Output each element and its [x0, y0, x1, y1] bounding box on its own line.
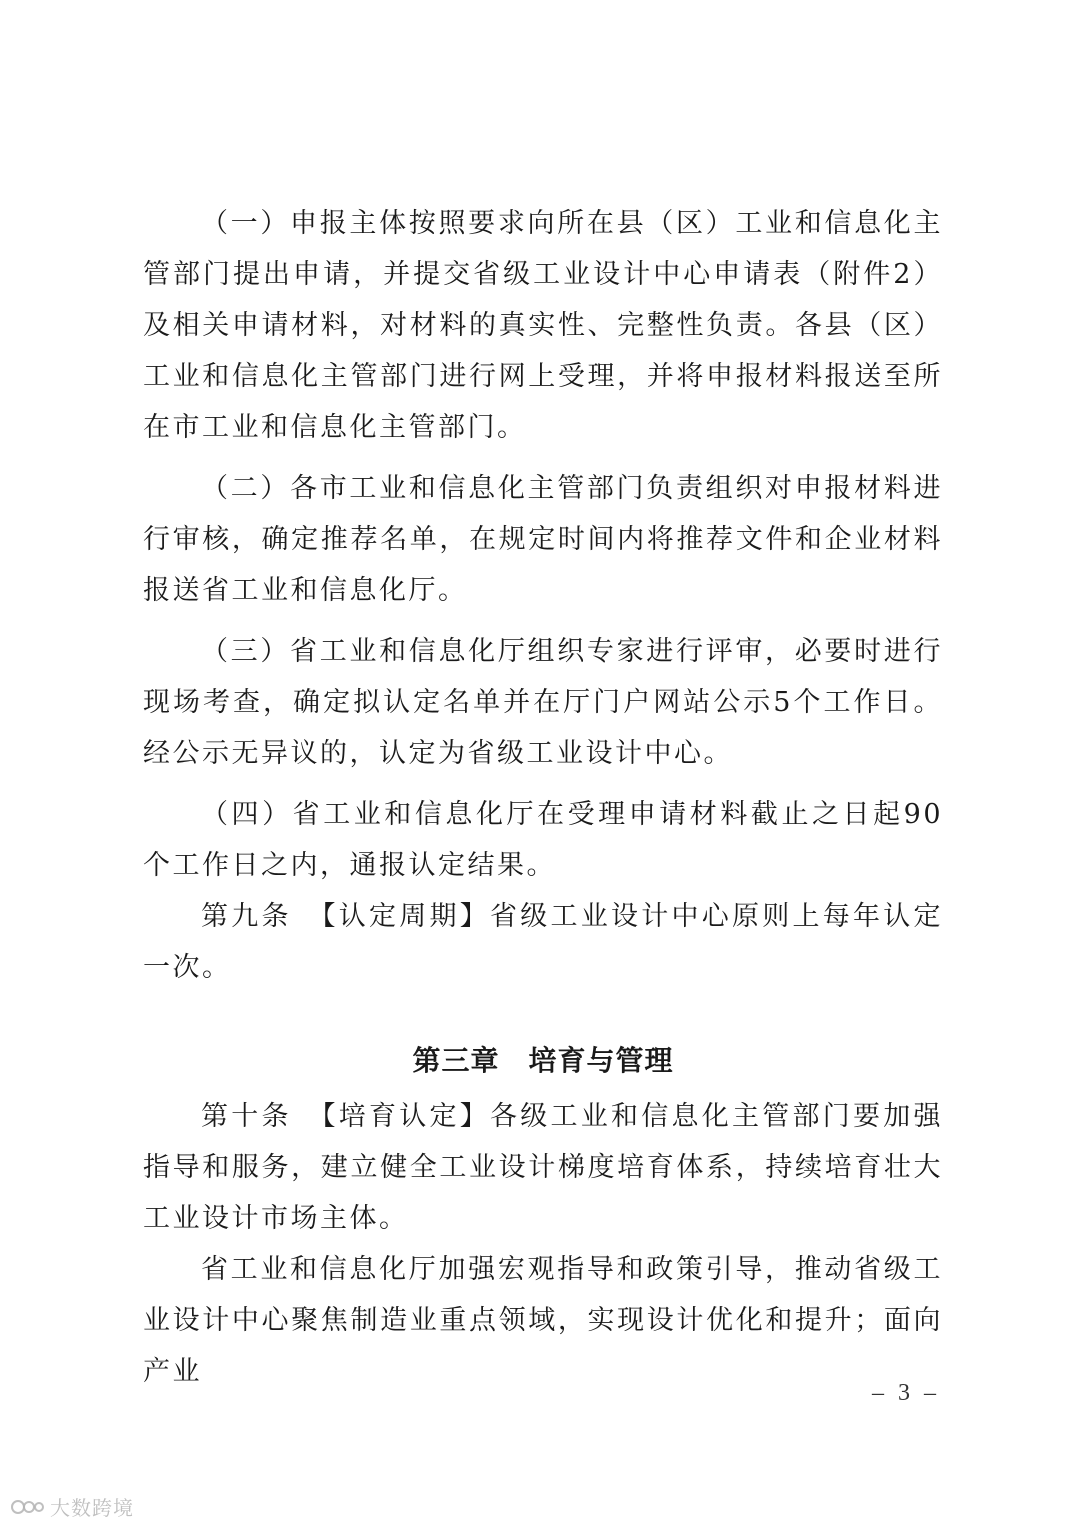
article-9-heading: 第九条 【认定周期】: [201, 901, 490, 932]
article-10-text: 各级工业和信息化主管部门要加强指导和服务，建立健全工业设计梯度培育体系，持续培育壮大工业设计市场主体。: [143, 1101, 943, 1234]
article-10-heading: 第十条 【培育认定】: [201, 1101, 490, 1132]
watermark-text: 大数跨境: [50, 1496, 134, 1520]
watermark-logo-icon: [10, 1498, 46, 1516]
watermark: [10, 1492, 134, 1521]
paragraph-1: （一）申报主体按照要求向所在县（区）工业和信息化主管部门提出申请，并提交省级工业设计中心申请表（附件2）及相关申请材料，对材料的真实性、完整性负责。各县（区）工业和信息化主管部门进行网上受理，并将申报材料报送至所在市工业和信息化主管部门。: [143, 208, 943, 443]
article-9: [143, 891, 943, 993]
paragraph-2: （二）各市工业和信息化主管部门负责组织对申报材料进行审核，确定推荐名单，在规定时间内将推荐文件和企业材料报送省工业和信息化厅。: [143, 473, 943, 606]
paragraph-last: 省工业和信息化厅加强宏观指导和政策引导，推动省级工业设计中心聚焦制造业重点领域，实现设计优化和提升；面向产业: [143, 1254, 943, 1387]
page-number: – 3 –: [872, 1380, 940, 1406]
document-body: [143, 198, 943, 1397]
article-9-text: 省级工业设计中心原则上每年认定一次。: [143, 901, 943, 983]
article-10: [143, 1091, 943, 1244]
chapter-title: 第三章 培育与管理: [412, 1044, 674, 1077]
paragraph-3: （三）省工业和信息化厅组织专家进行评审，必要时进行现场考查，确定拟认定名单并在厅门户网站公示5个工作日。经公示无异议的，认定为省级工业设计中心。: [143, 636, 943, 769]
paragraph-4: （四）省工业和信息化厅在受理申请材料截止之日起90个工作日之内，通报认定结果。: [143, 799, 943, 881]
